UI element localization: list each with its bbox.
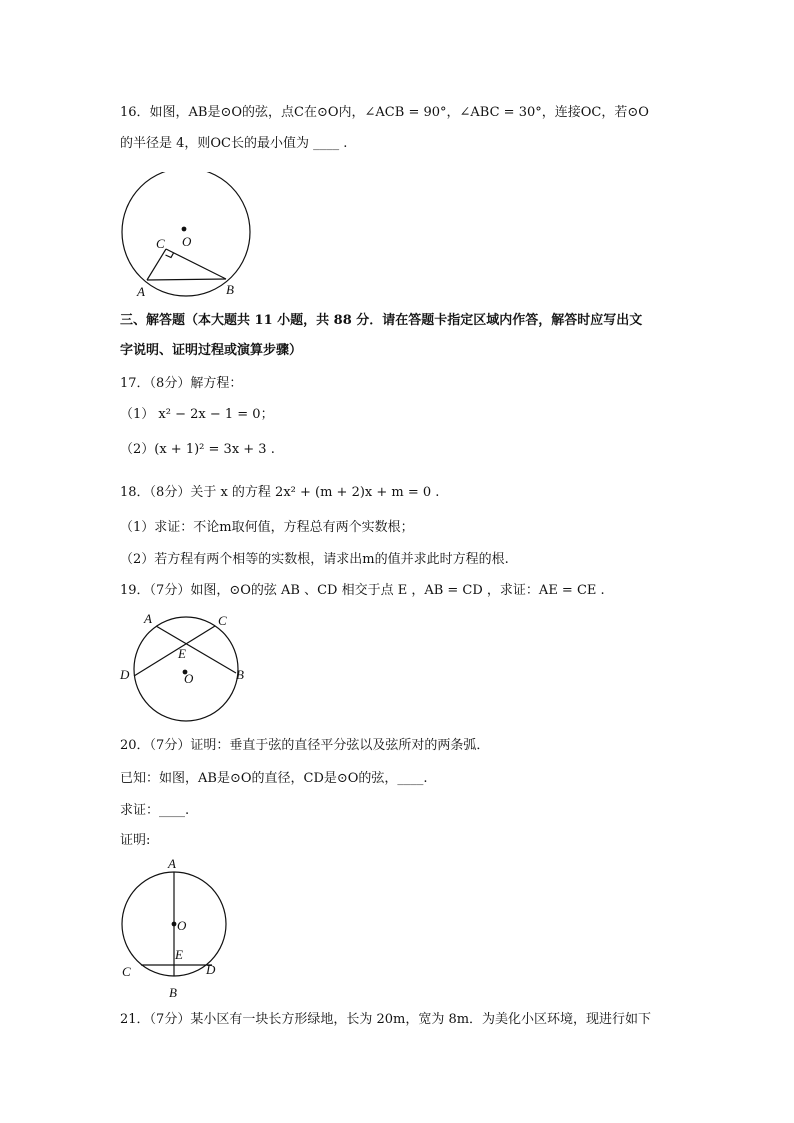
q16-segment-cb <box>166 249 226 279</box>
q20-proof: 证明: <box>120 833 151 848</box>
q20-label-e: E <box>175 947 183 962</box>
q18-part1: （1）求证：不论m取何值，方程总有两个实数根； <box>120 520 414 535</box>
q16-segment-ab <box>147 279 226 280</box>
q18-title: 18．（8分）关于 x 的方程 2x² + (m + 2)x + m = 0 . <box>120 485 440 500</box>
q16-center-dot <box>182 227 187 232</box>
section-heading-line2: 字说明、证明过程或演算步骤） <box>120 343 303 358</box>
q19-label-c: C <box>218 613 227 628</box>
q17-part1: （1） x² − 2x − 1 = 0； <box>120 407 274 422</box>
q16-label-b: B <box>226 282 234 297</box>
q19-title: 19．（7分）如图，⊙O的弦 AB 、CD 相交于点 E ，AB = CD ，求证：AE = CE . <box>120 583 605 598</box>
q19-figure <box>112 606 257 726</box>
q19-label-d: D <box>120 667 130 682</box>
q16-label-a: A <box>137 284 145 299</box>
q18-part2: （2）若方程有两个相等的实数根，请求出m的值并求此时方程的根. <box>120 552 509 567</box>
q17-title: 17．（8分）解方程： <box>120 376 243 391</box>
q20-known: 已知：如图，AB是⊙O的直径，CD是⊙O的弦，____. <box>120 771 428 786</box>
q20-figure <box>112 855 242 1003</box>
q16-label-c: C <box>156 236 165 251</box>
section-heading-line1: 三、解答题（本大题共 11 小题，共 88 分．请在答题卡指定区域内作答，解答时应写出文 <box>120 313 643 328</box>
q19-label-o: O <box>184 671 194 686</box>
q20-label-b: B <box>169 985 177 1000</box>
q20-label-d: D <box>206 962 216 977</box>
q20-title: 20．（7分）证明：垂直于弦的直径平分弦以及弦所对的两条弧． <box>120 738 490 753</box>
q17-part2: （2）(x + 1)² = 3x + 3 . <box>120 442 275 457</box>
q20-label-a: A <box>168 856 176 871</box>
q16-right-angle-mark <box>166 253 174 258</box>
q16-line2: 的半径是 4，则OC长的最小值为 ____ . <box>120 136 348 151</box>
q19-label-e: E <box>178 646 186 661</box>
q20-label-c: C <box>122 964 131 979</box>
q20-prove: 求证：____. <box>120 803 190 818</box>
q19-label-a: A <box>144 611 152 626</box>
q16-figure <box>110 172 260 304</box>
q16-line1: 16．如图，AB是⊙O的弦，点C在⊙O内，∠ACB = 90°，∠ABC = 30°，连接OC，若⊙O <box>120 105 649 120</box>
q19-label-b: B <box>236 667 244 682</box>
q19-circle <box>134 617 238 721</box>
q16-segment-ac <box>147 249 166 280</box>
q19-chord-cd <box>134 626 215 676</box>
q20-label-o: O <box>177 918 187 933</box>
q16-label-o: O <box>182 234 192 249</box>
q21-title: 21．（7分）某小区有一块长方形绿地，长为 20m，宽为 8m．为美化小区环境，现进行如下 <box>120 1012 652 1027</box>
